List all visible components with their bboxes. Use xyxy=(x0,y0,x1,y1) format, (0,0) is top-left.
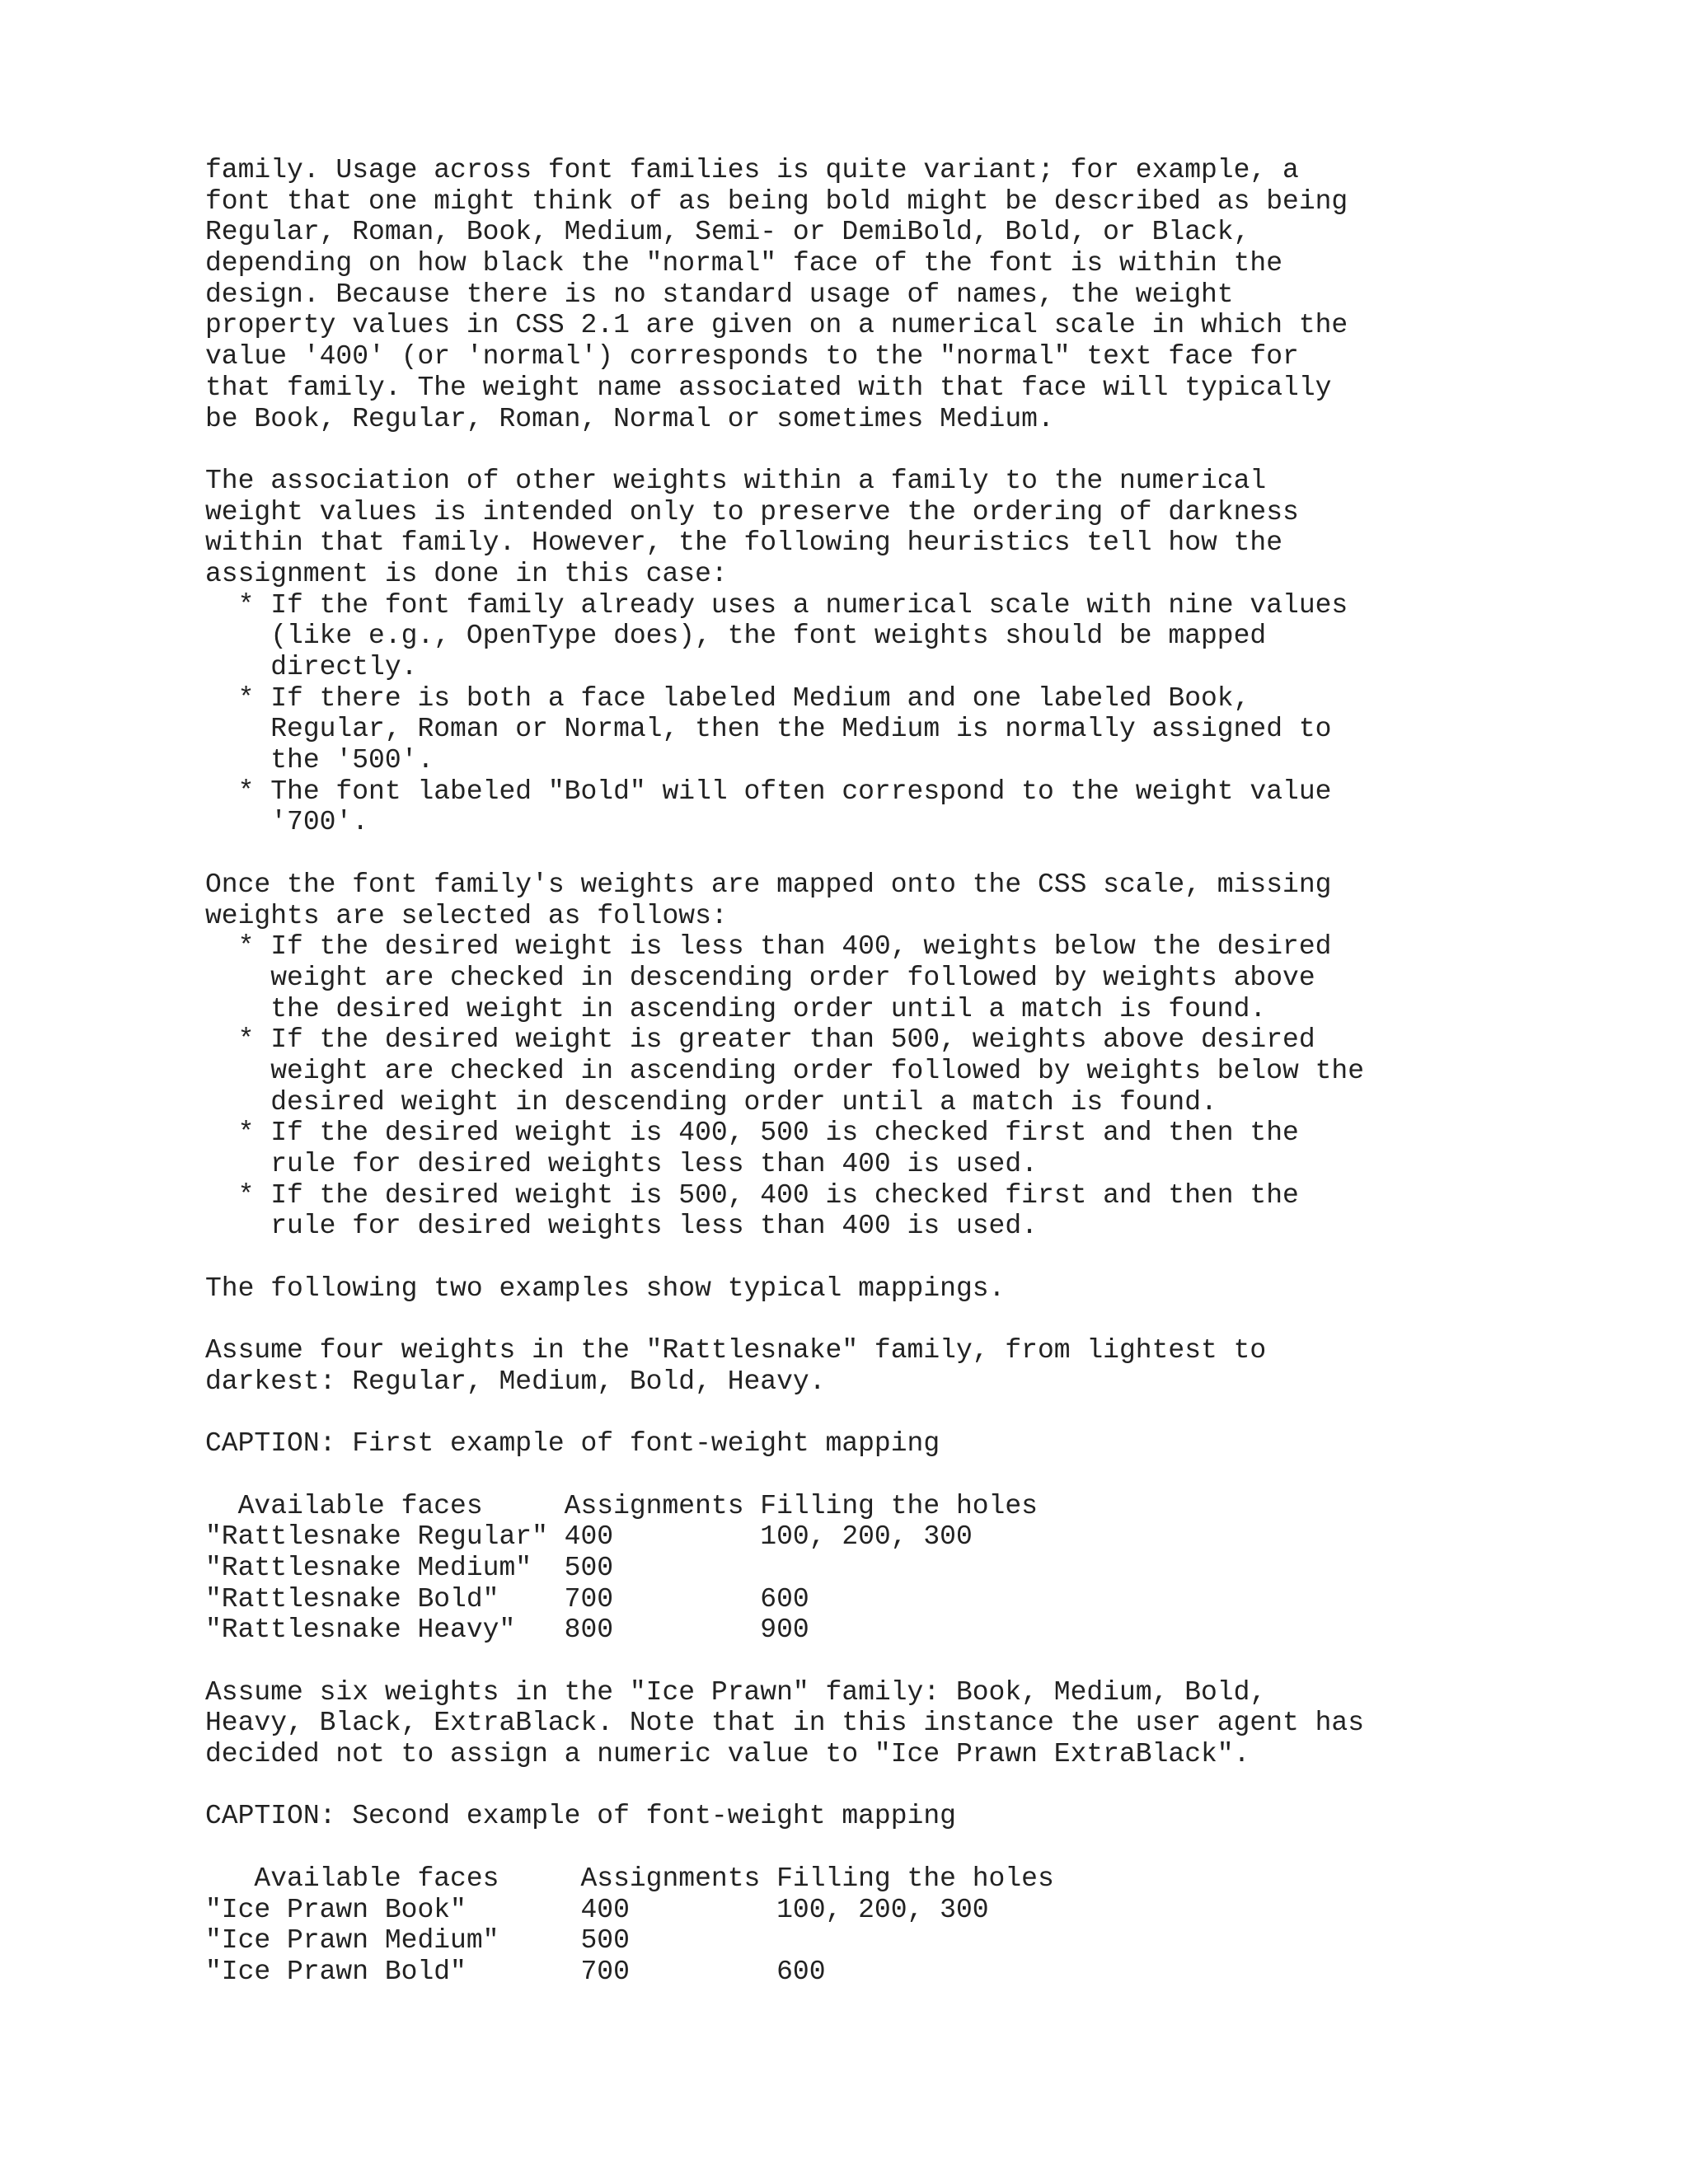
text-line: "Ice Prawn Medium" 500 xyxy=(205,1925,630,1957)
blank-line xyxy=(205,1770,1656,1802)
text-line: * If the desired weight is 500, 400 is checked first and then the xyxy=(205,1179,1299,1211)
blank-line xyxy=(205,1242,1656,1273)
text-line: The association of other weights within a family to the numerical xyxy=(205,465,1267,496)
text-line: "Rattlesnake Regular" 400 100, 200, 300 xyxy=(205,1521,973,1553)
text-line: "Ice Prawn Book" 400 100, 200, 300 xyxy=(205,1894,989,1925)
text-line: depending on how black the "normal" face of the font is within the xyxy=(205,248,1283,279)
text-line: desired weight in descending order until a match is found. xyxy=(205,1086,1217,1118)
text-line: * If the font family already uses a numerical scale with nine values xyxy=(205,589,1348,621)
blank-line xyxy=(205,1646,1656,1677)
text-line: Regular, Roman or Normal, then the Medium is normally assigned to xyxy=(205,714,1332,745)
text-line: Regular, Roman, Book, Medium, Semi- or DemiBold, Bold, or Black, xyxy=(205,217,1250,248)
text-line: Available faces Assignments Filling the holes xyxy=(205,1490,1038,1521)
blank-line xyxy=(205,434,1656,466)
text-line: decided not to assign a numeric value to "Ice Prawn ExtraBlack". xyxy=(205,1739,1250,1770)
text-line: * The font labeled "Bold" will often correspond to the weight value xyxy=(205,776,1332,807)
blank-line xyxy=(205,838,1656,869)
text-line: '700'. xyxy=(205,807,369,838)
text-line: "Rattlesnake Medium" 500 xyxy=(205,1552,614,1583)
text-line: * If the desired weight is 400, 500 is checked first and then the xyxy=(205,1118,1299,1149)
blank-line xyxy=(205,1460,1656,1491)
text-line: be Book, Regular, Roman, Normal or sometimes Medium. xyxy=(205,403,1054,434)
text-line: that family. The weight name associated with that face will typically xyxy=(205,372,1332,403)
text-line: Heavy, Black, ExtraBlack. Note that in this instance the user agent has xyxy=(205,1708,1365,1739)
text-line: Assume six weights in the "Ice Prawn" family: Book, Medium, Bold, xyxy=(205,1676,1267,1708)
text-line: weights are selected as follows: xyxy=(205,900,728,931)
text-line: darkest: Regular, Medium, Bold, Heavy. xyxy=(205,1366,826,1397)
text-line: CAPTION: First example of font-weight mapping xyxy=(205,1428,940,1460)
text-line: the '500'. xyxy=(205,745,434,776)
text-line: value '400' (or 'normal') corresponds to the "normal" text face for xyxy=(205,341,1299,373)
text-line: "Ice Prawn Bold" 700 600 xyxy=(205,1956,826,1987)
text-line: the desired weight in ascending order until a match is found. xyxy=(205,993,1267,1024)
text-line: Available faces Assignments Filling the holes xyxy=(205,1863,1054,1894)
text-line: design. Because there is no standard usage of names, the weight xyxy=(205,279,1234,310)
blank-line xyxy=(205,1398,1656,1429)
text-line: weight are checked in descending order followed by weights above xyxy=(205,962,1315,993)
text-line: weight are checked in ascending order followed by weights below the xyxy=(205,1055,1365,1086)
text-line: property values in CSS 2.1 are given on a numerical scale in which the xyxy=(205,310,1348,341)
text-line: within that family. However, the following heuristics tell how the xyxy=(205,527,1283,559)
text-line: Assume four weights in the "Rattlesnake" family, from lightest to xyxy=(205,1335,1267,1366)
text-line: family. Usage across font families is quite variant; for example, a xyxy=(205,155,1299,185)
text-line: (like e.g., OpenType does), the font weights should be mapped xyxy=(205,621,1267,652)
text-line: "Rattlesnake Bold" 700 600 xyxy=(205,1583,809,1615)
text-line: * If there is both a face labeled Medium and one labeled Book, xyxy=(205,682,1250,714)
text-line: * If the desired weight is less than 400, weights below the desired xyxy=(205,931,1332,963)
text-line: assignment is done in this case: xyxy=(205,558,728,589)
text-line: * If the desired weight is greater than 500, weights above desired xyxy=(205,1024,1315,1056)
text-line: rule for desired weights less than 400 is used. xyxy=(205,1211,1038,1242)
document-body xyxy=(205,155,1656,1988)
text-line: rule for desired weights less than 400 is used. xyxy=(205,1149,1038,1179)
text-line: font that one might think of as being bold might be described as being xyxy=(205,185,1348,217)
text-line: Once the font family's weights are mapped onto the CSS scale, missing xyxy=(205,869,1332,900)
text-line: weight values is intended only to preserve the ordering of darkness xyxy=(205,496,1299,527)
blank-line xyxy=(205,1832,1656,1863)
text-line: The following two examples show typical mappings. xyxy=(205,1272,1006,1304)
text-line: "Rattlesnake Heavy" 800 900 xyxy=(205,1615,809,1646)
blank-line xyxy=(205,1304,1656,1335)
text-line: directly. xyxy=(205,652,418,682)
text-line: CAPTION: Second example of font-weight mapping xyxy=(205,1801,956,1832)
